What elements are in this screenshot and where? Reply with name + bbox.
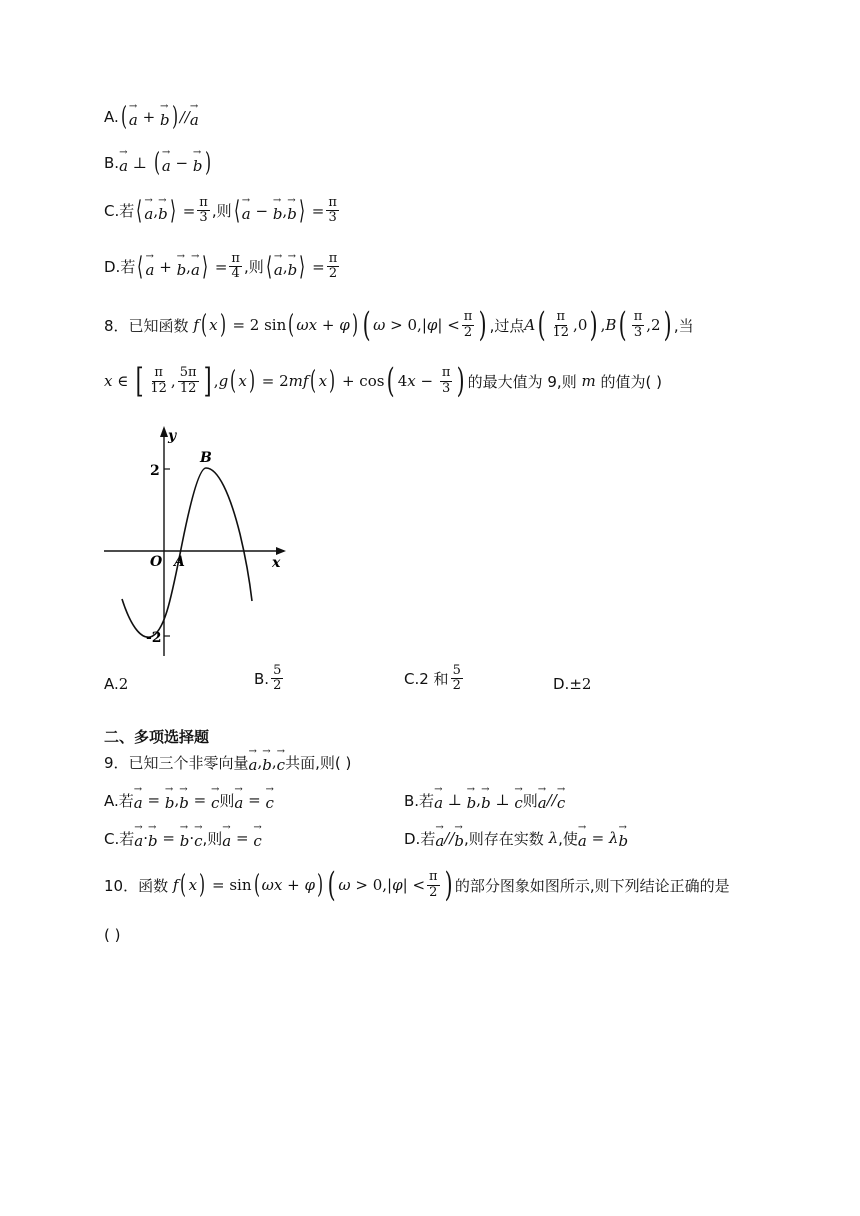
q7-option-b: B. → a ⊥ ( → a − → b ) — [104, 150, 213, 176]
x-axis-arrow — [276, 547, 286, 555]
q10-answer-paren: ( ) — [104, 926, 121, 944]
q7-option-a: A. ( → a + → b ) // → a — [104, 104, 199, 130]
q8-option-b: B. $\frac{5}{2}$ — [254, 663, 282, 694]
q8-stem-line1: 8． 已知函数 f ( x ) = 2 sin ( ωx + φ ) ( ω > 0,| φ | < $\frac{\pi}{2}$ ) ,过点 A ( $\frac{\pi}{12}$ ,0 ) , B ( $\frac{\pi}{3}$ ,2 ) ,当 — [104, 305, 694, 345]
sine-curve — [122, 468, 252, 637]
label-point-a: A — [174, 554, 185, 570]
q8-function-graph — [100, 424, 300, 660]
section-title-multiple-choice: 二、多项选择题 — [104, 728, 210, 746]
q7-option-d: D. 若 ⟨ → a + → b , → a ⟩ = $\frac{\pi}{4}$ ,则 ⟨ → a , → b ⟩ = $\frac{\pi}{2}$ — [104, 252, 341, 282]
q8-stem-line2: x ∈ [ $\frac{\pi}{12}$ , $\frac{5\pi}{12}$ ] , g ( x ) = 2 mf ( x ) + cos ( 4 x − $\frac{\pi}{3}$ ) 的最大值为 9,则 m 的值为( ) — [104, 361, 662, 401]
q9-stem: 9．已知三个非零向量 → a , → b , → c 共面,则( ) — [104, 750, 351, 774]
q8-option-a: A. 2 — [104, 675, 129, 693]
label-origin: O — [150, 554, 163, 570]
label-point-b: B — [200, 450, 212, 466]
label-y-minus2: -2 — [146, 630, 162, 646]
q9-option-a: A.若 → a = → b , → b = → c 则 → a = → c — [104, 788, 274, 812]
q8-option-d: D. ±2 — [553, 675, 592, 693]
y-axis-arrow — [160, 426, 168, 437]
q8-option-c: C. 2 和 $\frac{5}{2}$ — [404, 663, 461, 694]
label-x: x — [272, 555, 281, 571]
label-y-2: 2 — [150, 463, 160, 479]
q7-option-c: C. 若 ⟨ → a , → b ⟩ = $\frac{\pi}{3}$ ,则 ⟨ → a − → b , → b ⟩ = $\frac{\pi}{3}$ — [104, 196, 341, 226]
label-y: y — [168, 428, 177, 444]
q9-option-d: D.若 → a // → b ,则存在实数 λ ,使 → a = λ → b — [404, 826, 628, 850]
q10-stem: 10． 函数 f ( x ) = sin ( ωx + φ ) ( ω > 0,| φ | < $\frac{\pi}{2}$ ) 的部分图象如图所示,则下列结论正确的是 — [104, 865, 730, 905]
q9-option-c: C.若 → a · → b = → b · → c ,则 → a = → c — [104, 826, 262, 850]
q9-option-b: B.若 → a ⊥ → b , → b ⊥ → c 则 → a // → c — [404, 788, 565, 812]
